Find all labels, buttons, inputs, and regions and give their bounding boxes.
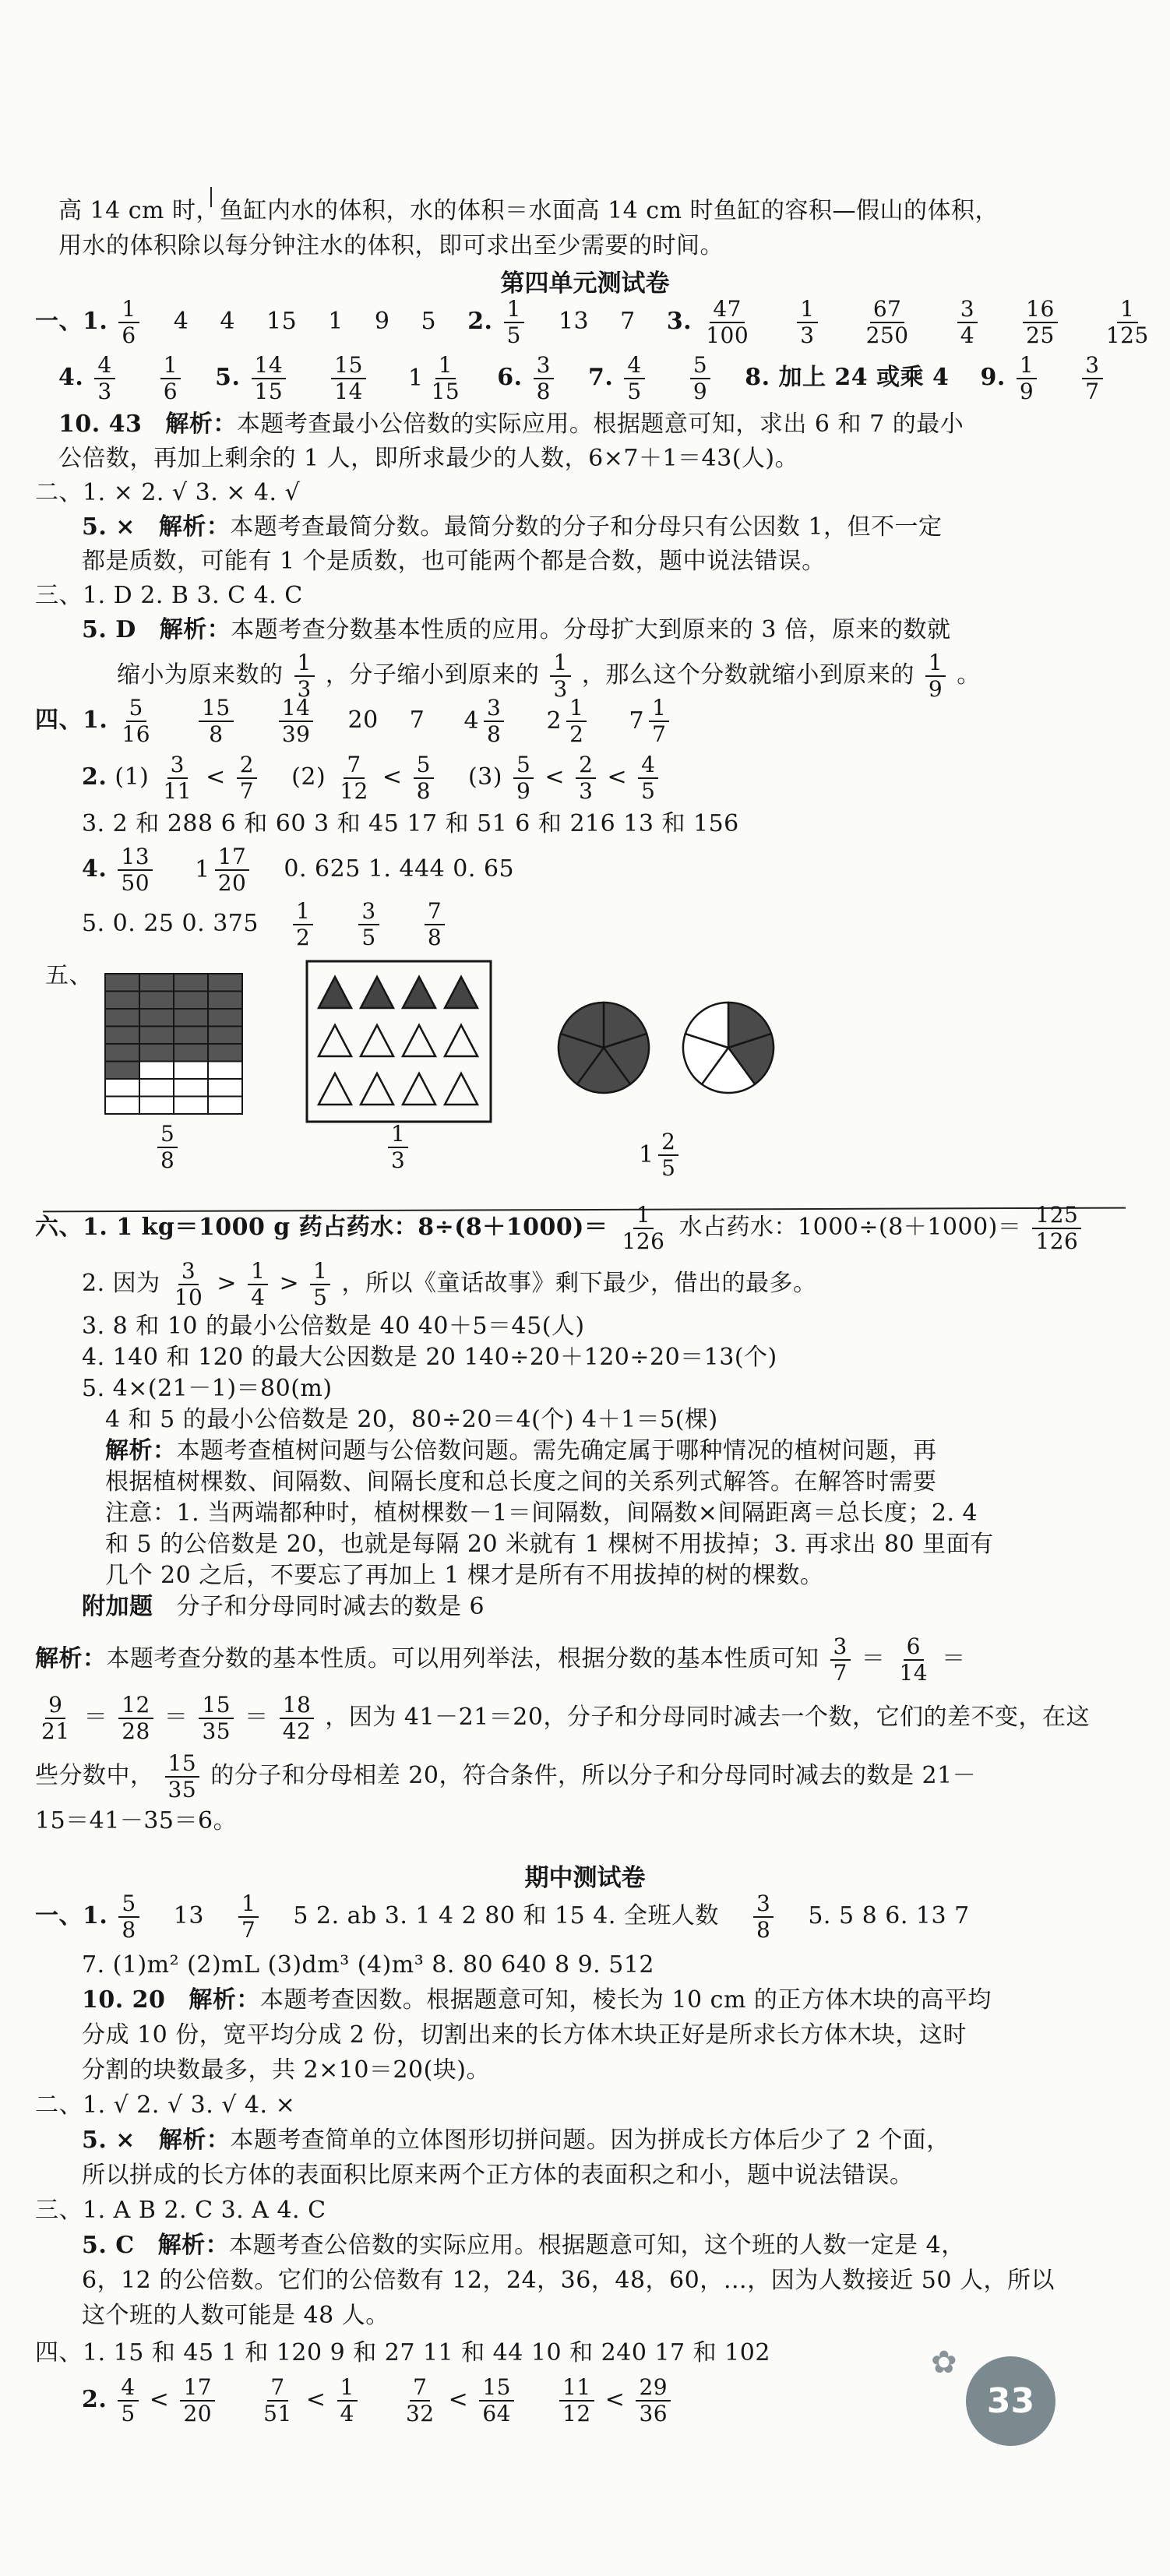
fraction: $\frac{1}{6}$ — [160, 353, 181, 404]
fraction: $\frac{15}{14}$ — [331, 353, 366, 404]
u4-s6-l1: 六、1. 1 kg＝1000 g 药占药水：8÷(8＋1000)＝ $\frac{1}{126}$ 水占药水：1000÷(8＋1000)＝ $\frac{125}{126}$ — [35, 1200, 1084, 1256]
u4-s6-l5: 5. 4×(21－1)＝80(m) — [82, 1375, 333, 1402]
u4-s6-l2: 2. 因为 $\frac{3}{10}$ > $\frac{1}{4}$ > $\frac{1}{5}$ ，所以《童话故事》剩下最少，借出的最多。 — [82, 1258, 817, 1310]
u4-q10-cont: 公倍数，再加上剩余的 1 人，即所求最少的人数，6×7＋1＝43(人)。 — [58, 445, 799, 472]
grid-cell — [105, 1079, 139, 1097]
pie-label: 1 2 5 — [639, 1129, 682, 1181]
fraction: $\frac{16}{25}$ — [1023, 297, 1058, 348]
mid-s1-row1: 一、1. $\frac{5}{8}$ 13 $\frac{1}{7}$ 5 2. ab 3. 1 4 2 80 和 15 4. 全班人数 $\frac{3}{8}$ 5. 5 8 6. 13 7 — [35, 1891, 970, 1943]
fraction: $\frac{29}{36}$ — [636, 2375, 671, 2426]
fraction: $\frac{47}{100}$ — [706, 296, 749, 348]
grid-cell — [208, 992, 242, 1010]
grid-cell — [139, 1062, 174, 1080]
fraction: $\frac{7}{12}$ — [340, 752, 368, 804]
u4-s6-l11: 几个 20 之后，不要忘了再加上 1 棵才是所有不用拔掉的树的棵数。 — [105, 1562, 824, 1589]
u4-q10: 10. 43 解析：本题考查最小公倍数的实际应用。根据题意可知，求出 6 和 7 的最小 — [58, 411, 964, 438]
triangle — [403, 1025, 435, 1056]
u4-s6-l9: 注意：1. 当两端都种时，植树棵数－1＝间隔数，间隔数×间隔距离＝总长度；2. 4 — [105, 1499, 978, 1527]
fraction: $\frac{9}{21}$ — [41, 1692, 70, 1744]
mid-s2-row1: 二、1. √ 2. √ 3. √ 4. × — [35, 2091, 296, 2119]
grid-cell — [105, 1097, 139, 1115]
u4-s4-q3: 3. 2 和 288 6 和 60 3 和 45 17 和 51 6 和 216 13 和 156 — [82, 810, 739, 837]
u4-s1-row1: 一、1. $\frac{1}{6}$ 4 4 15 1 9 5 2. $\frac{1}{5}$ 13 7 3. $\frac{47}{100}$ $\frac{1}{3}$ $\frac{67}{250}$ $\frac{3}{4}$ $\frac{16}{25}$ $\frac{1}{125}$ — [35, 294, 1155, 349]
fraction: $\frac{7}{51}$ — [263, 2374, 292, 2426]
u4-s3-row1: 三、1. D 2. B 3. C 4. C — [35, 582, 303, 609]
grid-cell — [208, 1044, 242, 1062]
page-number: 33 — [966, 2356, 1055, 2446]
fraction: $\frac{18}{42}$ — [280, 1693, 315, 1744]
mid-q10-cont2: 分割的块数最多，共 2×10＝20(块)。 — [82, 2056, 491, 2084]
triangle-box-figure — [305, 960, 492, 1123]
fraction: $\frac{4}{5}$ — [118, 2375, 138, 2426]
fraction: $\frac{4}{3}$ — [94, 353, 115, 404]
fraction: $\frac{15}{8}$ — [199, 696, 234, 747]
fraction: $\frac{1}{125}$ — [1105, 296, 1149, 348]
grid-cell — [139, 1044, 174, 1062]
grid-cell — [208, 1079, 242, 1097]
mixed-number: 1 1 15 — [408, 352, 460, 404]
fraction: $\frac{1}{126}$ — [622, 1202, 665, 1254]
fraction: $\frac{7}{32}$ — [405, 2374, 435, 2426]
fraction: $\frac{5}{9}$ — [513, 752, 534, 804]
grid-cell — [174, 974, 208, 992]
triangle — [319, 1073, 351, 1105]
fraction: $\frac{2}{7}$ — [237, 752, 257, 804]
grid-cell — [208, 1062, 242, 1080]
fraction: $\frac{2}{3}$ — [576, 752, 596, 804]
grid-cell — [139, 1097, 174, 1115]
u4-s2-row1: 二、1. × 2. √ 3. × 4. √ — [35, 479, 301, 506]
mid-s2-q5: 5. × 解析：本题考查简单的立体图形切拼问题。因为拼成长方体后少了 2 个面， — [82, 2127, 950, 2154]
fraction: $\frac{1}{7}$ — [238, 1891, 259, 1943]
fraction: $\frac{1}{6}$ — [118, 297, 139, 348]
grid-cell — [139, 974, 174, 992]
intro-line-1: 高 14 cm 时，鱼缸内水的体积，水的体积＝水面高 14 cm 时鱼缸的容积—假山的体积， — [58, 197, 999, 224]
u4-s6-l3: 3. 8 和 10 的最小公倍数是 40 40＋5＝45(人) — [82, 1313, 585, 1340]
midterm-title: 期中测试卷 — [524, 1864, 646, 1892]
extra-analysis-1: 解析：本题考查分数的基本性质。可以用列举法，根据分数的基本性质可知 $\frac{3}{7}$ ＝ $\frac{6}{14}$ ＝ — [35, 1633, 966, 1686]
shaded-grid-figure — [101, 970, 249, 1118]
u4-s6-l10: 和 5 的公倍数是 20，也就是每隔 20 米就有 1 棵树不用拔掉；3. 再求出 80 里面有 — [105, 1531, 994, 1558]
grid-cell — [139, 992, 174, 1010]
fraction: $\frac{12}{28}$ — [118, 1693, 153, 1744]
grid-cell — [105, 1027, 139, 1045]
grid-cell — [139, 1009, 174, 1027]
grid-cell — [105, 974, 139, 992]
fraction: $\frac{3}{8}$ — [534, 353, 554, 404]
triangle-label: $\frac{1}{3}$ — [385, 1122, 411, 1173]
fraction: $\frac{3}{10}$ — [174, 1258, 203, 1310]
unit4-title: 第四单元测试卷 — [500, 270, 670, 298]
fraction: $\frac{3}{5}$ — [358, 899, 379, 950]
fraction: $\frac{5}{9}$ — [690, 353, 710, 404]
u4-s3-q5: 5. D 解析：本题考查分数基本性质的应用。分母扩大到原来的 3 倍，原来的数就 — [82, 616, 951, 643]
grid-cell — [174, 1097, 208, 1115]
mid-q10: 10. 20 解析：本题考查因数。根据题意可知，棱长为 10 cm 的正方体木块的高平均 — [82, 1986, 992, 2014]
grid-cell — [139, 1027, 174, 1045]
extra-analysis-4: 15＝41－35＝6。 — [35, 1807, 238, 1834]
fraction: $\frac{5}{8}$ — [118, 1891, 139, 1943]
mid-s3-q5: 5. C 解析：本题考查公倍数的实际应用。根据题意可知，这个班的人数一定是 4， — [82, 2232, 965, 2259]
grid-cell — [174, 1062, 208, 1080]
mid-s3-q5-cont1: 6，12 的公倍数。它们的公倍数有 12，24，36，48，60，…，因为人数接近 50 人，所以 — [82, 2267, 1055, 2294]
intro-line-2: 用水的体积除以每分钟注水的体积，即可求出至少需要的时间。 — [58, 232, 724, 259]
triangle — [445, 1025, 478, 1056]
u4-s4-row1: 四、1. $\frac{5}{16}$ $\frac{15}{8}$ $\frac{14}{39}$ 20 7 4 3 8 2 1 2 7 1 7 — [35, 689, 672, 752]
grid-cell — [174, 1009, 208, 1027]
grid-cell — [208, 1009, 242, 1027]
u4-s3-q5-cont: 缩小为原来数的 $\frac{1}{3}$ ，分子缩小到原来的 $\frac{1}{3}$ ，那么这个分数就缩小到原来的 $\frac{1}{9}$ 。 — [117, 650, 981, 702]
u4-s6-l7: 解析：本题考查植树问题与公倍数问题。需先确定属于哪种情况的植树问题，再 — [105, 1437, 937, 1464]
grid-cell — [174, 992, 208, 1010]
pie-figures — [553, 997, 779, 1098]
grid-label: $\frac{5}{8}$ — [154, 1122, 181, 1173]
fraction: $\frac{6}{14}$ — [899, 1633, 929, 1686]
grid-cell — [208, 974, 242, 992]
mixed-number: 7 1 7 — [629, 690, 672, 752]
grid-cell — [105, 1044, 139, 1062]
extra-problem-head: 附加题 分子和分母同时减去的数是 6 — [82, 1593, 485, 1620]
fraction: $\frac{15}{64}$ — [479, 2375, 514, 2426]
mid-s2-q5-cont: 所以拼成的长方体的表面积比原来两个正方体的表面积之和小，题中说法错误。 — [82, 2162, 914, 2189]
triangle — [445, 977, 478, 1008]
fraction: $\frac{7}{8}$ — [425, 899, 445, 950]
fraction: $\frac{1}{9}$ — [1017, 353, 1037, 404]
u4-s6-l6: 4 和 5 的最小公倍数是 20，80÷20＝4(个) 4＋1＝5(棵) — [105, 1406, 718, 1433]
u4-s2-q5: 5. × 解析：本题考查最简分数。最简分数的分子和分母只有公因数 1，但不一定 — [82, 513, 943, 541]
triangle — [403, 1073, 435, 1105]
mid-s3-row1: 三、1. A B 2. C 3. A 4. C — [35, 2197, 326, 2224]
u4-s5-head: 五、 — [45, 962, 93, 989]
u4-s2-q5-cont: 都是质数，可能有 1 个是质数，也可能两个都是合数，题中说法错误。 — [82, 548, 826, 575]
fraction: $\frac{3}{7}$ — [1082, 353, 1102, 404]
fraction: $\frac{17}{20}$ — [180, 2375, 215, 2426]
mixed-number: 4 3 8 — [463, 690, 507, 752]
u4-s1-row2: 4. $\frac{4}{3}$ $\frac{1}{6}$ 5. $\frac{14}{15}$ $\frac{15}{14}$ 1 1 15 6. $\frac{3}{8}$ 7. $\frac{4}{5}$ $\frac{5}{9}$ 8. 加上 24 或乘 4 9. $\frac{1}{9}$ $\frac{3}{7}$ — [58, 351, 1106, 406]
u4-s4-row2: 2. (1) $\frac{3}{11}$ < $\frac{2}{7}$ (2) $\frac{7}{12}$ < $\frac{5}{8}$ (3) $\frac{5}{9}$ < $\frac{2}{3}$ < $\frac{4}{5}$ — [82, 749, 661, 805]
grid-cell — [105, 1062, 139, 1080]
mid-s3-q5-cont2: 这个班的人数可能是 48 人。 — [82, 2302, 389, 2329]
fraction: $\frac{1}{9}$ — [925, 650, 946, 702]
fraction: $\frac{14}{15}$ — [252, 353, 287, 404]
fraction: $\frac{1}{5}$ — [504, 297, 524, 348]
mid-s4-row2: 2. $\frac{4}{5}$ < $\frac{17}{20}$ $\frac{7}{51}$ < $\frac{1}{4}$ $\frac{7}{32}$ < $\frac{15}{64}$ $\frac{11}{12}$ < $\frac{29}{36}$ — [82, 2372, 674, 2428]
grid-cell — [208, 1027, 242, 1045]
triangle — [361, 1073, 393, 1105]
u4-s6-l4: 4. 140 和 120 的最大公因数是 20 140÷20＋120÷20＝13(个) — [82, 1344, 777, 1371]
fraction: $\frac{3}{8}$ — [753, 1891, 774, 1943]
fraction: $\frac{15}{35}$ — [165, 1751, 200, 1802]
triangle — [445, 1073, 478, 1105]
triangle — [361, 1025, 393, 1056]
u4-s4-q4: 4. $\frac{13}{50}$ 1 17 20 0. 625 1. 444 0. 65 — [82, 841, 514, 898]
triangle — [319, 1025, 351, 1056]
triangle — [361, 977, 393, 1008]
extra-analysis-3: 些分数中， $\frac{15}{35}$ 的分子和分母相差 20，符合条件，所以分子和分母同时减去的数是 21－ — [35, 1750, 977, 1802]
u4-s4-q5: 5. 0. 25 0. 375 $\frac{1}{2}$ $\frac{3}{5}$ $\frac{7}{8}$ — [82, 896, 448, 952]
fraction: $\frac{1}{2}$ — [293, 899, 313, 950]
fraction: $\frac{3}{11}$ — [163, 752, 192, 804]
mixed-number: 2 1 2 — [546, 690, 590, 752]
grid-cell — [174, 1044, 208, 1062]
grid-cell — [208, 1097, 242, 1115]
mixed-number: 1 17 20 — [195, 842, 252, 898]
fraction: $\frac{67}{250}$ — [865, 296, 909, 348]
mid-s4-row1: 四、1. 15 和 45 1 和 120 9 和 27 11 和 44 10 和 240 17 和 102 — [35, 2339, 770, 2366]
grid-cell — [139, 1079, 174, 1097]
fraction: $\frac{4}{5}$ — [638, 752, 658, 804]
fraction: $\frac{4}{5}$ — [624, 353, 644, 404]
fraction: $\frac{3}{7}$ — [830, 1634, 851, 1686]
mid-q10-cont1: 分成 10 份，宽平均分成 2 份，切割出来的长方体木块正好是所求长方体木块，这时 — [82, 2021, 967, 2049]
fraction: $\frac{125}{126}$ — [1032, 1203, 1081, 1254]
fraction: $\frac{13}{50}$ — [118, 844, 153, 896]
fraction: $\frac{1}{3}$ — [797, 297, 817, 348]
grid-cell — [105, 1009, 139, 1027]
fraction: $\frac{1}{3}$ — [294, 650, 315, 702]
fraction: $\frac{5}{8}$ — [414, 752, 434, 804]
bee-icon: ✿ — [931, 2345, 957, 2380]
grid-cell — [174, 1027, 208, 1045]
extra-analysis-2: $\frac{9}{21}$ ＝ $\frac{12}{28}$ ＝ $\frac{15}{35}$ ＝ $\frac{18}{42}$ ，因为 41－21＝20，分子和分母同时减去一个数，它们的差不变，在这 — [35, 1690, 1090, 1745]
u4-s6-l8: 根据植树棵数、间隔数、间隔长度和总长度之间的关系列式解答。在解答时需要 — [105, 1468, 937, 1496]
triangle — [403, 977, 435, 1008]
triangle — [319, 977, 351, 1008]
fraction: $\frac{5}{16}$ — [122, 695, 151, 747]
grid-cell — [174, 1079, 208, 1097]
fraction: $\frac{11}{12}$ — [559, 2375, 594, 2426]
fraction: $\frac{1}{5}$ — [310, 1259, 330, 1310]
mid-s1-row2: 7. (1)m² (2)mL (3)dm³ (4)m³ 8. 80 640 8 9. 512 — [82, 1951, 654, 1979]
fraction: $\frac{14}{39}$ — [279, 696, 314, 747]
fraction: $\frac{15}{35}$ — [199, 1693, 234, 1744]
fraction: $\frac{1}{3}$ — [550, 650, 570, 702]
grid-cell — [105, 992, 139, 1010]
fraction: $\frac{1}{4}$ — [248, 1259, 268, 1310]
fraction: $\frac{3}{4}$ — [957, 297, 978, 348]
fraction: $\frac{1}{4}$ — [337, 2375, 358, 2426]
